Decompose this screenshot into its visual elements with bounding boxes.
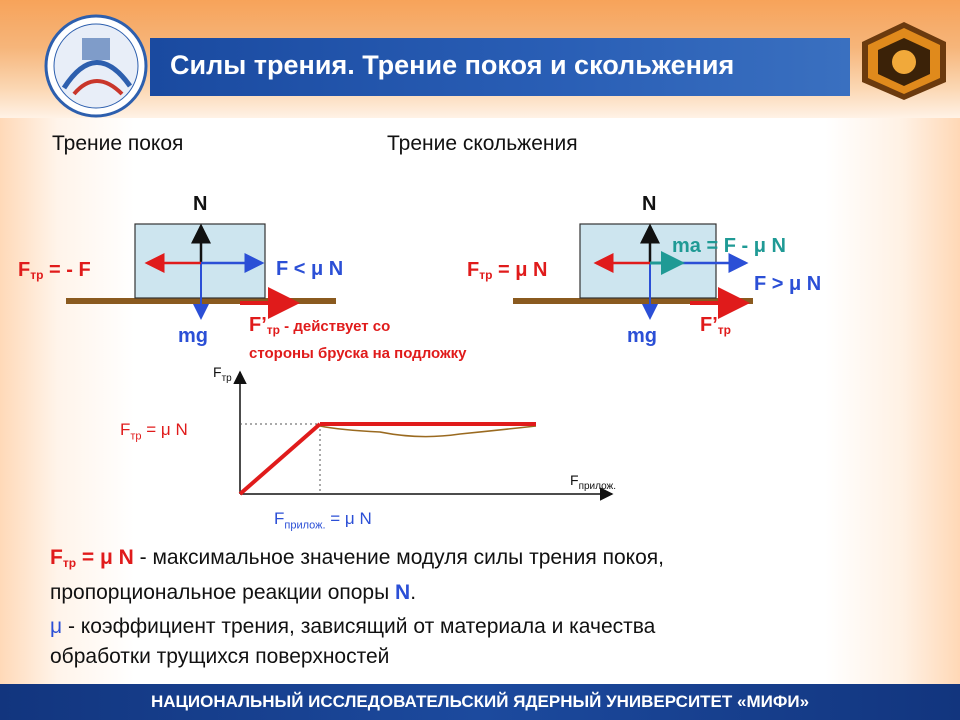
right-normal-label: N: [642, 193, 657, 215]
graph-y-label: $F_{тр}$: [213, 364, 232, 384]
right-ma-label: ma = F - μ N: [672, 235, 786, 257]
definition-line-2: пропорциональное реакции опоры N.: [50, 581, 417, 604]
graph-x-label: $F_{прилож.}$: [570, 472, 616, 492]
definition-line-3: μ - коэффициент трения, зависящий от материала и качества: [50, 615, 656, 638]
left-friction-label: $F_{тр}$ = - F: [18, 259, 91, 282]
footer-university-name: НАЦИОНАЛЬНЫЙ ИССЛЕДОВАТЕЛЬСКИЙ ЯДЕРНЫЙ УНИВЕРСИТЕТ «МИФИ»: [150, 692, 810, 711]
left-reaction-label: $F’_{тр}$ - действует со: [249, 314, 391, 337]
graph-plateau-label: $F_{тр} = \mu$ N: [120, 420, 188, 443]
graph-break-label: $F_{прилож.} = \mu$ N: [274, 509, 372, 532]
graph-sliding-curve: [320, 426, 536, 437]
static-friction-heading: Трение покоя: [52, 132, 184, 155]
sliding-friction-heading: Трение скольжения: [387, 132, 578, 155]
graph-static-line: [240, 424, 320, 494]
definition-line-1: $F_{тр} = \mu$ N - максимальное значение модуля силы трения покоя,: [50, 546, 664, 570]
right-gravity-label: mg: [627, 325, 657, 347]
left-normal-label: N: [193, 193, 208, 215]
left-gravity-label: mg: [178, 325, 208, 347]
right-applied-label: F > μ N: [754, 273, 822, 295]
slide-title: Силы трения. Трение покоя и скольжения: [170, 50, 735, 80]
right-friction-label: $F_{тр} = \mu$ N: [467, 259, 548, 282]
left-reaction-note: стороны бруска на подложку: [249, 345, 467, 362]
left-applied-label: F < μ N: [276, 258, 344, 280]
definition-line-4: обработки трущихся поверхностей: [50, 645, 390, 668]
right-reaction-label: $F’_{тр}$: [700, 314, 731, 337]
